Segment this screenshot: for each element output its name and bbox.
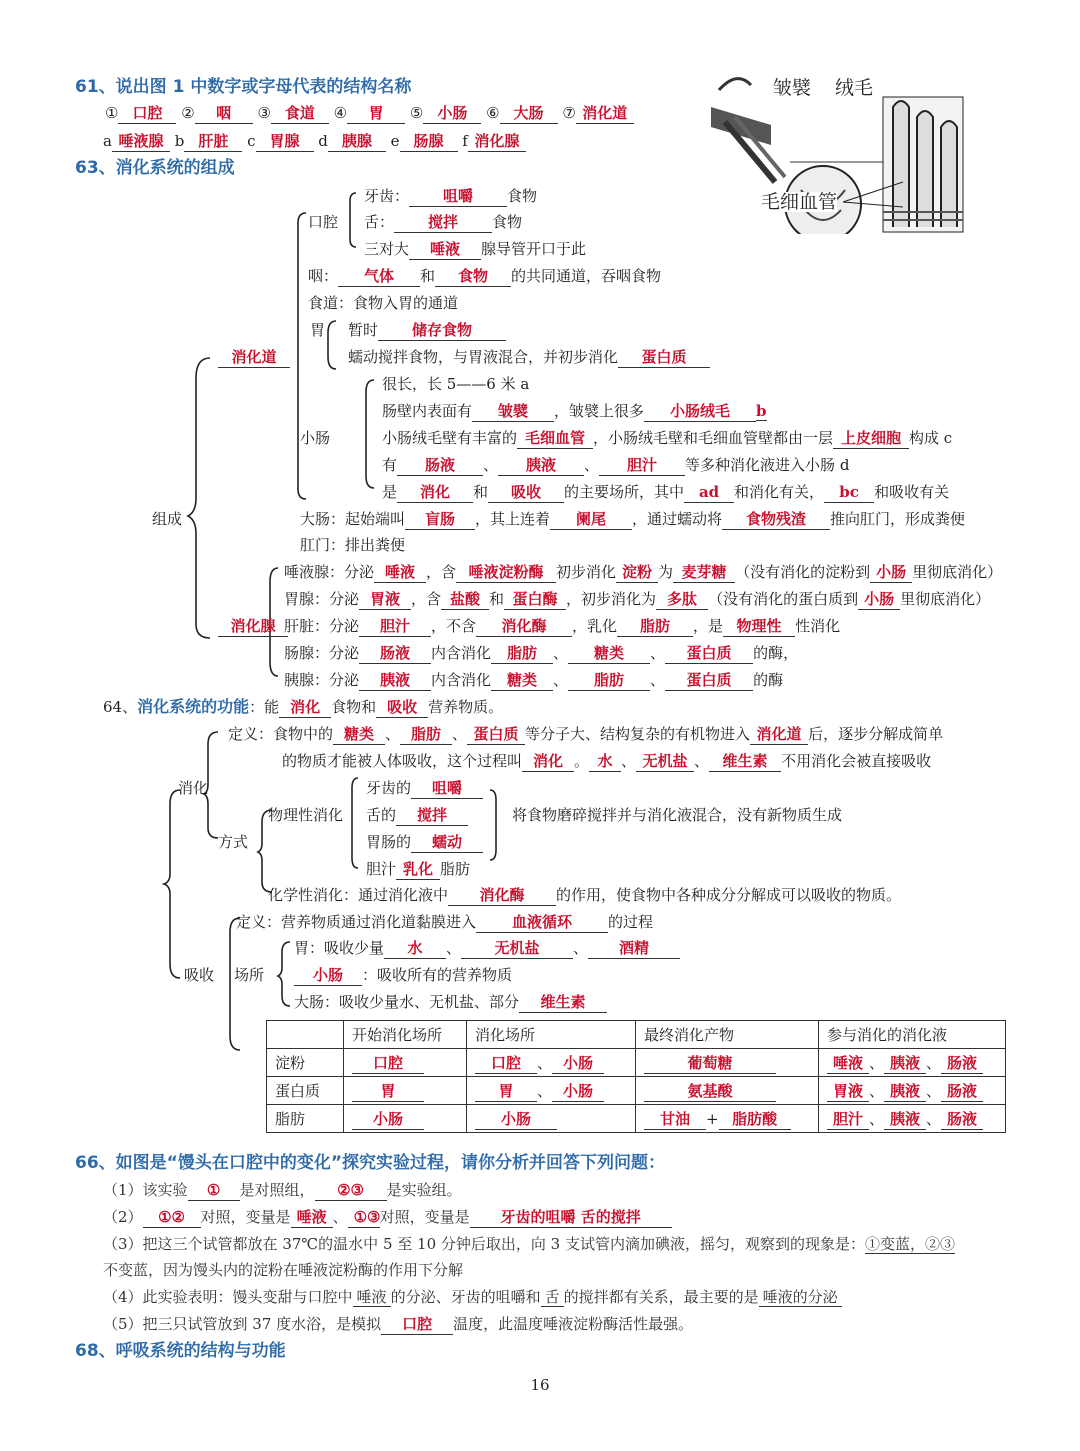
figure-label-villi: 绒毛 (835, 77, 874, 99)
physical-digestion-label: 物理性消化 (268, 806, 344, 824)
absorption-def: 定义：营养物质通过消化道黏膜进入 血液循环 的过程 (236, 913, 654, 931)
q61-answer: 胃腺 (256, 131, 314, 152)
q61-marker: f (457, 132, 468, 150)
digest-site: 胃 、 小肠 (467, 1077, 636, 1105)
q66-line2: （2） ①② 对照，变量是 唾液 、 ①③对照，变量是 牙齿的咀嚼 舌的搅拌 (103, 1207, 672, 1228)
start-site: 胃 (344, 1077, 467, 1105)
gland-line4: 肠腺：分泌 肠液 内含消化 脂肪 、 糖类 、 蛋白质 的酶， (284, 644, 799, 662)
food-name: 脂肪 (267, 1105, 344, 1133)
q61-answer: 口腔 (118, 103, 176, 124)
digestive-gland-label: 消化腺 (218, 616, 288, 637)
q68-title: 68、呼吸系统的结构与功能 (75, 1341, 286, 1361)
phys-line1: 牙齿的 咀嚼 (366, 778, 483, 799)
q61-marker: ⑥ (481, 104, 500, 122)
gland-line2: 胃腺：分泌 胃液 ，含 盐酸 和 蛋白酶 ，初步消化为 多肽 （没有消化的蛋白质到 小肠 里彻底消化） (284, 590, 991, 608)
digest-site: 小肠 (467, 1105, 636, 1133)
si-line2: 肠壁内表面有 皱襞 ，皱襞上很多 小肠绒毛 b (382, 402, 767, 420)
q66-title: 66、如图是“馒头在口腔中的变化”探究实验过程，请你分析并回答下列问题： (75, 1153, 666, 1173)
stomach-line1: 暂时 储存食物 (348, 320, 506, 341)
q61-answer: 胃 (347, 103, 405, 124)
q61-answer: 消化道 (576, 103, 634, 124)
q61-answer: 食道 (271, 103, 329, 124)
phys-line4: 胆汁 乳化 脂肪 (366, 860, 471, 878)
figure-label-capillary: 毛细血管 (761, 191, 838, 213)
oral-cavity-label: 口腔 (308, 213, 339, 231)
stomach-line2: 蠕动搅拌食物，与胃液混合，并初步消化 蛋白质 (348, 347, 710, 368)
gland-line5: 胰腺：分泌 胰液 内含消化 糖类 、 脂肪 、 蛋白质 的酶 (284, 671, 784, 689)
site-small-intestine: 小肠 ：吸收所有的营养物质 (294, 965, 512, 986)
large-intestine-line: 大肠：起始端叫 盲肠 ，其上连着 阑尾 ，通过蠕动将 食物残渣 推向肛门，形成粪便 (300, 510, 966, 528)
final-product: 氨基酸 (636, 1077, 819, 1105)
stomach-label: 胃 (310, 321, 326, 339)
food-name: 淀粉 (267, 1049, 344, 1077)
start-site: 小肠 (344, 1105, 467, 1133)
def-line1: 定义：食物中的 糖类 、 脂肪 、 蛋白质 等分子大、结构复杂的有机物进入 消化道 后，逐步分解成简单 (228, 725, 944, 743)
phys-line3: 胃肠的 蠕动 (366, 832, 483, 853)
q61-marker: d (313, 132, 328, 150)
absorption-label: 吸收 (184, 966, 215, 984)
si-line4: 有 肠液 、 胰液 、 胆汁 等多种消化液进入小肠 d (382, 456, 850, 474)
table-header (267, 1021, 1006, 1049)
q66-line5: （5）把三只试管放到 37 度水浴，是模拟 口腔 温度，此温度唾液淀粉酶活性最强。 (103, 1315, 694, 1333)
table-header-cell: 最终消化产物 (636, 1021, 819, 1049)
tongue-line: 舌： 搅拌 食物 (364, 213, 523, 231)
q61-marker: ⑦ (557, 104, 576, 122)
gland-line3: 肝脏：分泌 胆汁 ，不含 消化酶 ，乳化 脂肪 ，是 物理性 性消化 (284, 617, 841, 635)
table-header-cell (267, 1021, 344, 1049)
start-site: 口腔 (344, 1049, 467, 1077)
method-label: 方式 (218, 833, 249, 851)
q61-answer: 肠腺 (400, 131, 458, 152)
site-large-intestine: 大肠：吸收少量水、无机盐、部分 维生素 (294, 992, 607, 1013)
q66-line3a: （3）把这三个试管都放在 37℃的温水中 5 至 10 分钟后取出，向 3 支试管内滴加碘液，摇匀，观察到的现象是：①变蓝，②③ (103, 1235, 955, 1253)
q64-title: 64、消化系统的功能：能 消化 食物和 吸收 营养物质。 (103, 697, 504, 716)
gland-line1: 唾液腺：分泌 唾液 ，含 唾液淀粉酶 初步消化 淀粉 为 麦芽糖 （没有消化的淀粉到 小肠 里彻底消化） (284, 563, 1003, 581)
q61-marker: ⑤ (405, 104, 424, 122)
q66-line3b: 不变蓝，因为馒头内的淀粉在唾液淀粉酶的作用下分解 (103, 1261, 464, 1279)
table-row (267, 1049, 1006, 1077)
si-line1: 很长，长 5——6 米 a (382, 375, 530, 393)
digestion-label: 消化 (178, 779, 209, 797)
si-line3: 小肠绒毛壁有丰富的 毛细血管 ，小肠绒毛壁和毛细血管壁都由一层 上皮细胞 构成 c (382, 429, 953, 447)
page-number: 16 (530, 1376, 550, 1394)
juices: 胆汁 、 胰液 、 肠液 (819, 1105, 1006, 1133)
esophagus-line: 食道：食物入胃的通道 (308, 294, 459, 312)
juices: 唾液 、 胰液 、 肠液 (819, 1049, 1006, 1077)
table-header-cell: 参与消化的消化液 (819, 1021, 1006, 1049)
digestive-tract-label: 消化道 (218, 347, 290, 368)
q61-answer: 消化腺 (468, 131, 526, 152)
table-row (267, 1077, 1006, 1105)
q63-title: 63、消化系统的组成 (75, 158, 235, 178)
q66-line1: （1）该实验 ① 是对照组， ②③ 是实验组。 (103, 1181, 462, 1199)
q61-marker: ① (105, 104, 119, 122)
composition-label: 组成 (152, 510, 183, 528)
final-product: 甘油 + 脂肪酸 (636, 1105, 819, 1133)
q61-marker: ③ (252, 104, 271, 122)
q61-marker: c (242, 132, 256, 150)
teeth-line: 牙齿： 咀嚼 食物 (364, 187, 538, 205)
table-row (267, 1105, 1006, 1133)
salivary-line: 三对大 唾液 腺导管开口于此 (364, 240, 587, 258)
q61-answer: 大肠 (500, 103, 558, 124)
site-stomach: 胃：吸收少量 水 、 无机盐 、 酒精 (294, 938, 680, 959)
q66-line4: （4）此实验表明：馒头变甜与口腔中 唾液 的分泌、牙齿的咀嚼和 舌 的搅拌都有关系，最主要的是 唾液的分泌 (103, 1287, 842, 1307)
table-header-cell: 开始消化场所 (344, 1021, 467, 1049)
anus-line: 肛门：排出粪便 (300, 536, 406, 554)
figure-label-fold: 皱襞 (773, 77, 812, 99)
final-product: 葡萄糖 (636, 1049, 819, 1077)
chemical-digestion-line: 化学性消化：通过消化液中 消化酶 的作用，使食物中各种成分分解成可以吸收的物质。 (268, 886, 902, 904)
phys-line2: 舌的 搅拌 (366, 805, 468, 826)
q61-marker: ④ (328, 104, 348, 122)
q61-answer: 胰腺 (328, 131, 386, 152)
table-header-cell: 消化场所 (467, 1021, 636, 1049)
site-label: 场所 (234, 966, 265, 984)
food-name: 蛋白质 (267, 1077, 344, 1105)
small-intestine-label: 小肠 (300, 429, 331, 447)
q61-answer: 咽 (195, 103, 253, 124)
digest-site: 口腔 、 小肠 (467, 1049, 636, 1077)
si-line5: 是 消化 和 吸收 的主要场所，其中 ad 和消化有关， bc 和吸收有关 (382, 483, 950, 501)
juices: 胃液 、 胰液 、 肠液 (819, 1077, 1006, 1105)
digestion-table (266, 1020, 1006, 1133)
q61-marker: b (169, 132, 185, 150)
q61-marker: a (103, 132, 112, 150)
q61-answer: 唾液腺 (112, 131, 170, 152)
q61-title: 61、说出图 1 中数字或字母代表的结构名称 (75, 77, 412, 97)
def-line2: 的物质才能被人体吸收，这个过程叫 消化 。 水 、 无机盐 、 维生素 不用消化会被直接吸收 (282, 752, 932, 770)
q61-marker: e (385, 132, 400, 150)
pharynx-line: 咽： 气体 和 食物 的共同通道，吞咽食物 (308, 267, 662, 285)
q61-marker: ② (176, 104, 195, 122)
q61-answer: 小肠 (423, 103, 481, 124)
physical-note: 将食物磨碎搅拌并与消化液混合，没有新物质生成 (512, 806, 843, 824)
q61-answer: 肝脏 (184, 131, 242, 152)
